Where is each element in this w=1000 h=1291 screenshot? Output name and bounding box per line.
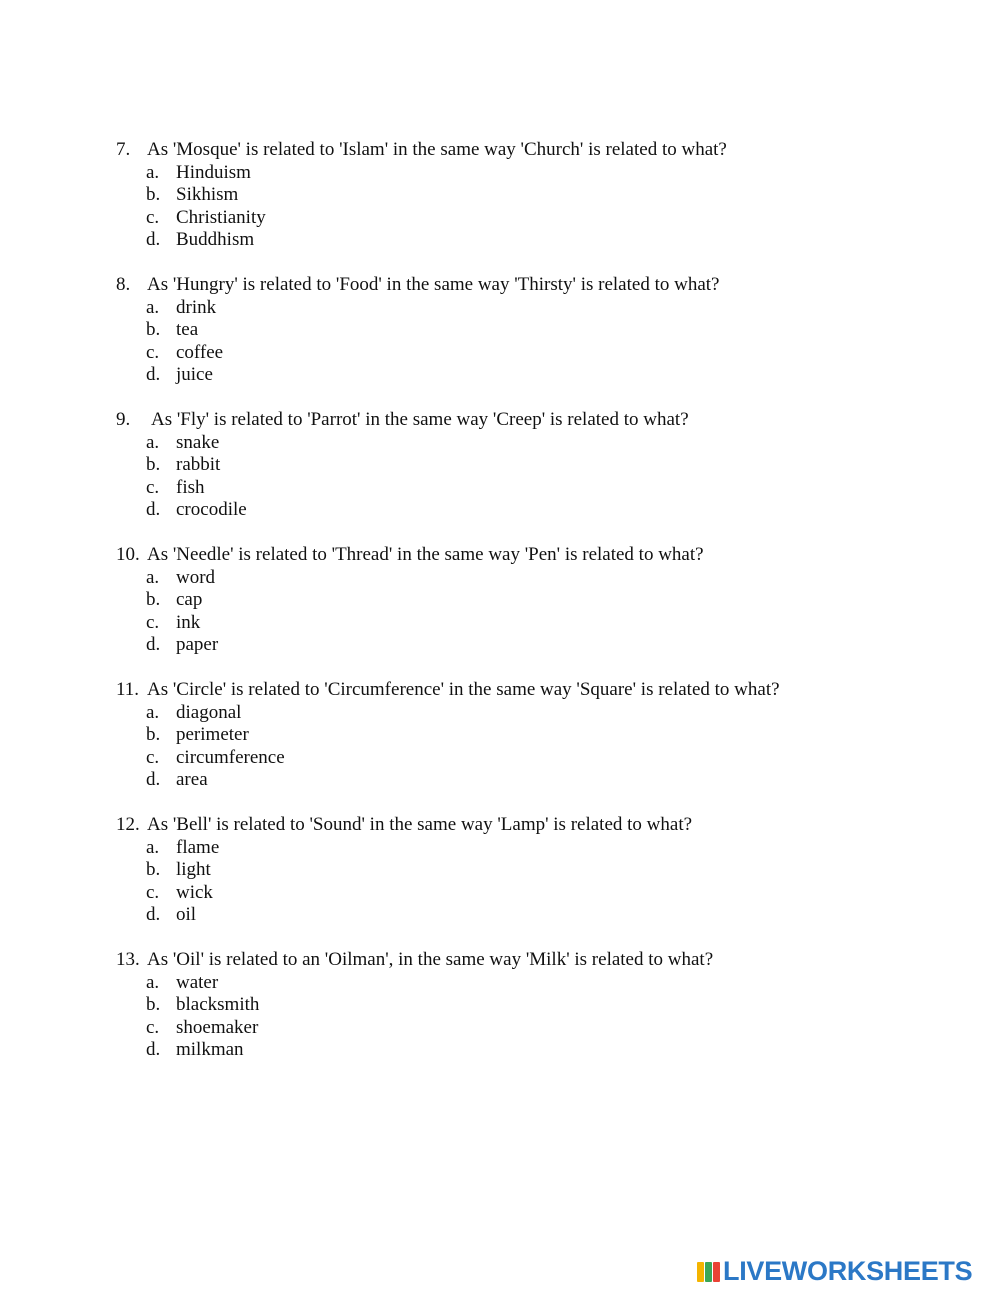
option-text: word — [176, 566, 216, 588]
option-letter: b. — [146, 724, 161, 745]
question-8 — [116, 274, 976, 387]
option-text: snake — [176, 431, 220, 453]
option-letter: c. — [146, 341, 160, 363]
question-12 — [116, 814, 976, 927]
option-text: perimeter — [176, 724, 249, 745]
option-b — [116, 184, 976, 207]
question-10 — [116, 544, 976, 657]
question-number: 7. — [116, 139, 131, 160]
option-letter: c. — [146, 476, 160, 498]
option-text: fish — [176, 476, 205, 498]
option-text: area — [176, 769, 208, 790]
question-number: 10. — [116, 544, 140, 565]
option-d — [116, 364, 976, 387]
question-text: As 'Fly' is related to 'Parrot' in the same way 'Creep' is related to what? — [151, 409, 689, 430]
question-text: As 'Needle' is related to 'Thread' in the same way 'Pen' is related to what? — [147, 544, 704, 565]
option-a — [116, 432, 976, 455]
option-b — [116, 454, 976, 477]
option-letter: a. — [146, 836, 160, 858]
option-d — [116, 1039, 976, 1062]
option-letter: c. — [146, 1016, 160, 1038]
option-text: tea — [176, 319, 199, 340]
option-letter: c. — [146, 881, 160, 903]
option-text: light — [176, 859, 211, 880]
option-text: coffee — [176, 341, 224, 363]
option-letter: b. — [146, 859, 161, 880]
question-text: As 'Mosque' is related to 'Islam' in the same way 'Church' is related to what? — [147, 139, 727, 160]
option-letter: d. — [146, 499, 161, 520]
option-letter: c. — [146, 611, 160, 633]
option-c — [116, 612, 976, 635]
option-letter: a. — [146, 161, 160, 183]
option-text: cap — [176, 589, 203, 610]
option-text: circumference — [176, 746, 285, 768]
option-letter: d. — [146, 1039, 161, 1060]
option-text: Buddhism — [176, 229, 255, 250]
question-number: 13. — [116, 949, 140, 970]
option-a — [116, 972, 976, 995]
option-a — [116, 162, 976, 185]
option-b — [116, 724, 976, 747]
option-letter: d. — [146, 229, 161, 250]
option-text: paper — [176, 634, 219, 655]
option-b — [116, 589, 976, 612]
option-text: milkman — [176, 1039, 244, 1060]
option-text: ink — [176, 611, 201, 633]
option-text: Christianity — [176, 206, 266, 228]
option-c — [116, 342, 976, 365]
question-number: 11. — [116, 679, 140, 700]
option-c — [116, 1017, 976, 1040]
option-letter: d. — [146, 364, 161, 385]
logo-bar-1 — [697, 1262, 704, 1282]
option-text: drink — [176, 296, 217, 318]
option-text: rabbit — [176, 454, 221, 475]
option-text: diagonal — [176, 701, 242, 723]
option-text: Sikhism — [176, 184, 239, 205]
question-13 — [116, 949, 976, 1062]
option-letter: d. — [146, 904, 161, 925]
option-text: flame — [176, 836, 220, 858]
question-11 — [116, 679, 976, 792]
question-number: 9. — [116, 409, 131, 430]
option-letter: b. — [146, 319, 161, 340]
option-d — [116, 904, 976, 927]
option-letter: a. — [146, 566, 160, 588]
option-letter: b. — [146, 454, 161, 475]
option-c — [116, 207, 976, 230]
question-text: As 'Oil' is related to an 'Oilman', in the same way 'Milk' is related to what? — [147, 949, 714, 970]
option-letter: a. — [146, 296, 160, 318]
option-letter: b. — [146, 994, 161, 1015]
option-b — [116, 319, 976, 342]
option-a — [116, 702, 976, 725]
option-b — [116, 859, 976, 882]
option-c — [116, 747, 976, 770]
question-text: As 'Bell' is related to 'Sound' in the same way 'Lamp' is related to what? — [147, 814, 693, 835]
option-c — [116, 882, 976, 905]
option-text: oil — [176, 904, 197, 925]
question-7 — [116, 139, 976, 252]
option-text: juice — [176, 364, 213, 385]
question-text: As 'Circle' is related to 'Circumference' in the same way 'Square' is related to what? — [147, 679, 780, 700]
question-text: As 'Hungry' is related to 'Food' in the same way 'Thirsty' is related to what? — [147, 274, 720, 295]
option-text: blacksmith — [176, 994, 260, 1015]
option-letter: d. — [146, 634, 161, 655]
logo-bar-3 — [713, 1262, 720, 1282]
option-a — [116, 567, 976, 590]
liveworksheets-branding — [697, 1257, 972, 1285]
option-letter: a. — [146, 971, 160, 993]
liveworksheets-logo-icon — [697, 1259, 721, 1283]
question-number: 8. — [116, 274, 131, 295]
option-letter: a. — [146, 701, 160, 723]
option-letter: c. — [146, 206, 160, 228]
option-letter: b. — [146, 589, 161, 610]
logo-bar-2 — [705, 1262, 712, 1282]
question-9 — [116, 409, 976, 522]
option-b — [116, 994, 976, 1017]
option-text: shoemaker — [176, 1016, 259, 1038]
brand-name: LIVEWORKSHEETS — [723, 1256, 973, 1286]
option-d — [116, 769, 976, 792]
option-a — [116, 837, 976, 860]
option-letter: d. — [146, 769, 161, 790]
option-a — [116, 297, 976, 320]
option-text: crocodile — [176, 499, 247, 520]
option-text: wick — [176, 881, 213, 903]
option-letter: a. — [146, 431, 160, 453]
option-text: water — [176, 971, 219, 993]
option-d — [116, 229, 976, 252]
option-d — [116, 499, 976, 522]
option-d — [116, 634, 976, 657]
question-number: 12. — [116, 814, 140, 835]
option-letter: c. — [146, 746, 160, 768]
option-letter: b. — [146, 184, 161, 205]
option-text: Hinduism — [176, 161, 251, 183]
option-c — [116, 477, 976, 500]
